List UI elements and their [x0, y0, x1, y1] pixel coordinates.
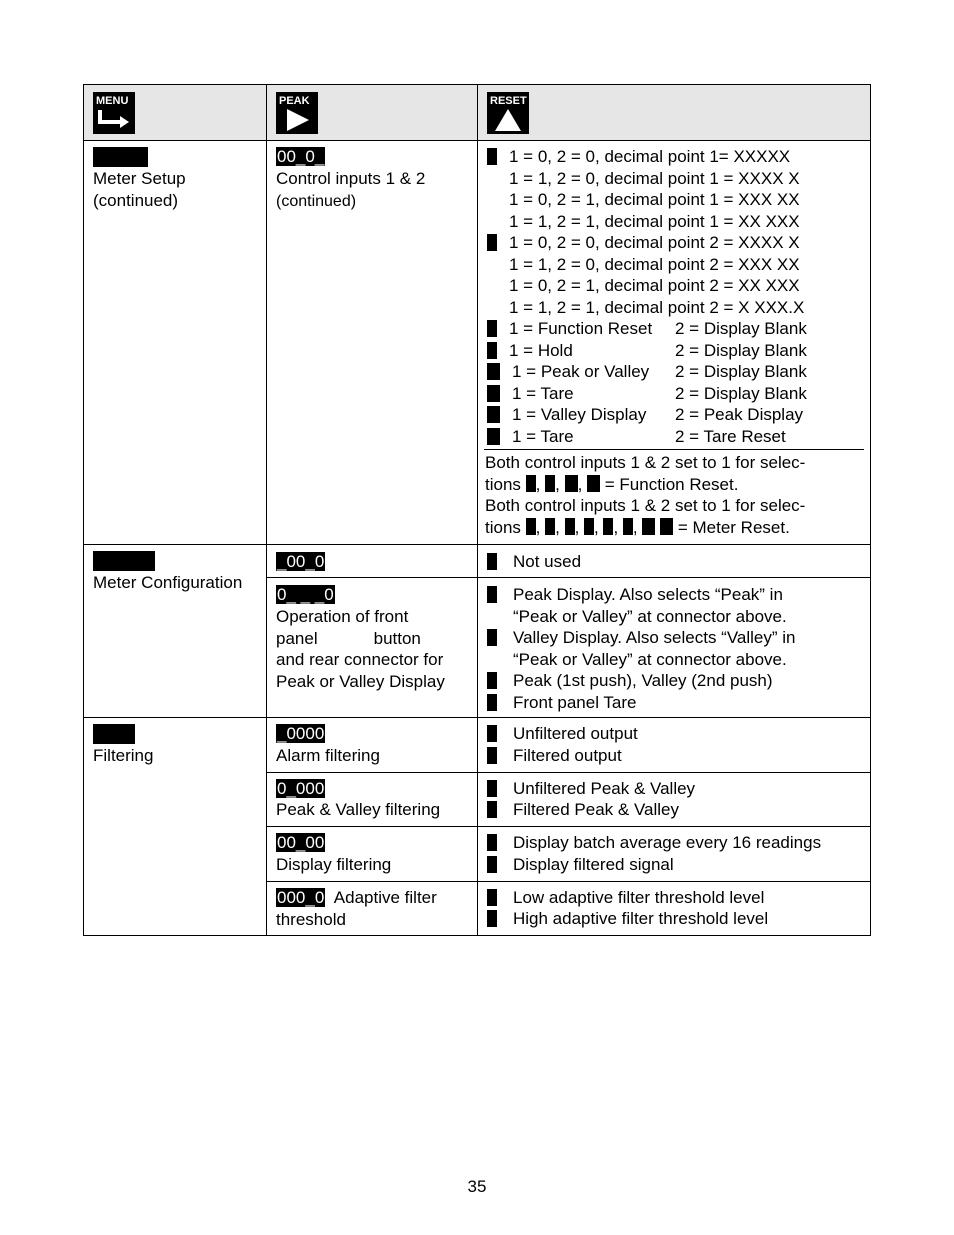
menu-key-icon: MENU	[93, 92, 135, 134]
control-inputs-options-cell	[478, 141, 871, 545]
config-code-cell	[267, 545, 478, 578]
option-item: 1 = 0, 2 = 1, decimal point 2 = XX XXX	[509, 276, 800, 295]
option-item: “Peak or Valley” at connector above.	[513, 606, 787, 626]
control-inputs-cell	[267, 141, 478, 545]
option-item: 1 = 0, 2 = 1, decimal point 1 = XXX XX	[509, 190, 800, 209]
option-pair: 1 = Function Reset 2 = Display Blank	[487, 318, 864, 340]
adaptive-filter-cell: 000_0 Adaptive filter threshold	[267, 881, 478, 936]
peak-valley-code: 0_ _ _0	[277, 585, 334, 604]
peak-valley-options-cell	[478, 578, 871, 718]
peak-valley-filtering-cell: 0_000 Peak & Valley filtering	[267, 772, 478, 827]
option-pair: 1 = Tare 2 = Display Blank	[487, 383, 864, 405]
option-item: 1 = 0, 2 = 0, decimal point 1= XXXXX	[487, 146, 864, 168]
option-item: Display batch average every 16 readings	[487, 832, 864, 854]
control-inputs-desc: Control inputs 1 & 2	[276, 168, 426, 188]
page-number: 35	[467, 1177, 487, 1196]
meter-setup-label: Meter Setup	[93, 168, 186, 188]
option-item: Low adaptive filter threshold level	[487, 887, 864, 909]
blank-code-marker	[93, 147, 148, 167]
config-code: _00_0	[277, 552, 325, 571]
control-inputs-continued: (continued)	[276, 192, 357, 210]
blank-code-marker	[93, 724, 135, 744]
option-pair: 1 = Peak or Valley 2 = Display Blank	[487, 361, 864, 383]
option-pair: 1 = Tare 2 = Tare Reset	[487, 426, 864, 448]
option-item: Front panel Tare	[487, 692, 864, 714]
option-item: Unfiltered Peak & Valley	[487, 778, 864, 800]
option-pair: 1 = Valley Display 2 = Peak Display	[487, 404, 864, 426]
control-inputs-code: 00_0_	[277, 147, 325, 166]
option-item: Valley Display. Also selects “Valley” in	[487, 627, 864, 649]
meter-config-label: Meter Configuration	[93, 572, 243, 592]
peak-valley-filtering-options	[478, 772, 871, 827]
option-item: Not used	[487, 551, 864, 573]
configuration-table	[83, 84, 871, 936]
option-item: 1 = 0, 2 = 0, decimal point 2 = XXXX X	[487, 232, 864, 254]
function-reset-note: Both control inputs 1 & 2 set to 1 for selec- tions , , , = Function Reset. Both control inputs 1 & 2 set to 1 for selec- tions , , , , , , = Meter Reset.	[484, 449, 864, 544]
config-option-cell	[478, 545, 871, 578]
option-item: “Peak or Valley” at connector above.	[513, 649, 787, 669]
up-triangle-icon	[487, 92, 529, 134]
option-item: Unfiltered output	[487, 723, 864, 745]
reset-key-icon: RESET	[487, 92, 529, 134]
enter-arrow-icon	[93, 92, 135, 134]
option-item: 1 = 1, 2 = 1, decimal point 2 = X XXX.X	[509, 297, 805, 317]
option-item: Peak (1st push), Valley (2nd push)	[487, 670, 864, 692]
option-item: 1 = 1, 2 = 0, decimal point 1 = XXXX X	[509, 168, 800, 188]
display-filtering-options	[478, 827, 871, 882]
filtering-label: Filtering	[93, 745, 154, 765]
meter-setup-row	[84, 141, 871, 545]
meter-config-row	[84, 545, 871, 578]
option-item: 1 = 1, 2 = 0, decimal point 2 = XXX XX	[509, 254, 800, 274]
option-item: Display filtered signal	[487, 854, 864, 876]
adaptive-filter-options	[478, 881, 871, 936]
peak-valley-desc-cell: 0_ _ _0 Operation of front panel button and rear connector for Peak or Valley Display	[267, 578, 478, 718]
blank-code-marker	[93, 551, 155, 571]
meter-setup-label-cell	[84, 141, 267, 545]
menu-key-cell	[84, 85, 267, 141]
option-item: Filtered Peak & Valley	[487, 799, 864, 821]
option-item: Peak Display. Also selects “Peak” in	[487, 584, 864, 606]
filtering-label-cell	[84, 718, 267, 936]
filtering-row	[84, 718, 871, 773]
meter-config-label-cell	[84, 545, 267, 718]
right-triangle-icon	[276, 92, 318, 134]
option-item: High adaptive filter threshold level	[487, 908, 864, 930]
alarm-filtering-cell: _0000 Alarm filtering	[267, 718, 478, 773]
option-item: 1 = 1, 2 = 1, decimal point 1 = XX XXX	[509, 211, 800, 231]
alarm-filtering-options	[478, 718, 871, 773]
reset-key-cell	[478, 85, 871, 141]
header-row	[84, 85, 871, 141]
meter-setup-continued: (continued)	[93, 190, 179, 210]
option-pair: 1 = Hold 2 = Display Blank	[487, 340, 864, 362]
peak-key-cell	[267, 85, 478, 141]
option-item: Filtered output	[487, 745, 864, 767]
peak-key-icon: PEAK	[276, 92, 318, 134]
display-filtering-cell: 00_00 Display filtering	[267, 827, 478, 882]
